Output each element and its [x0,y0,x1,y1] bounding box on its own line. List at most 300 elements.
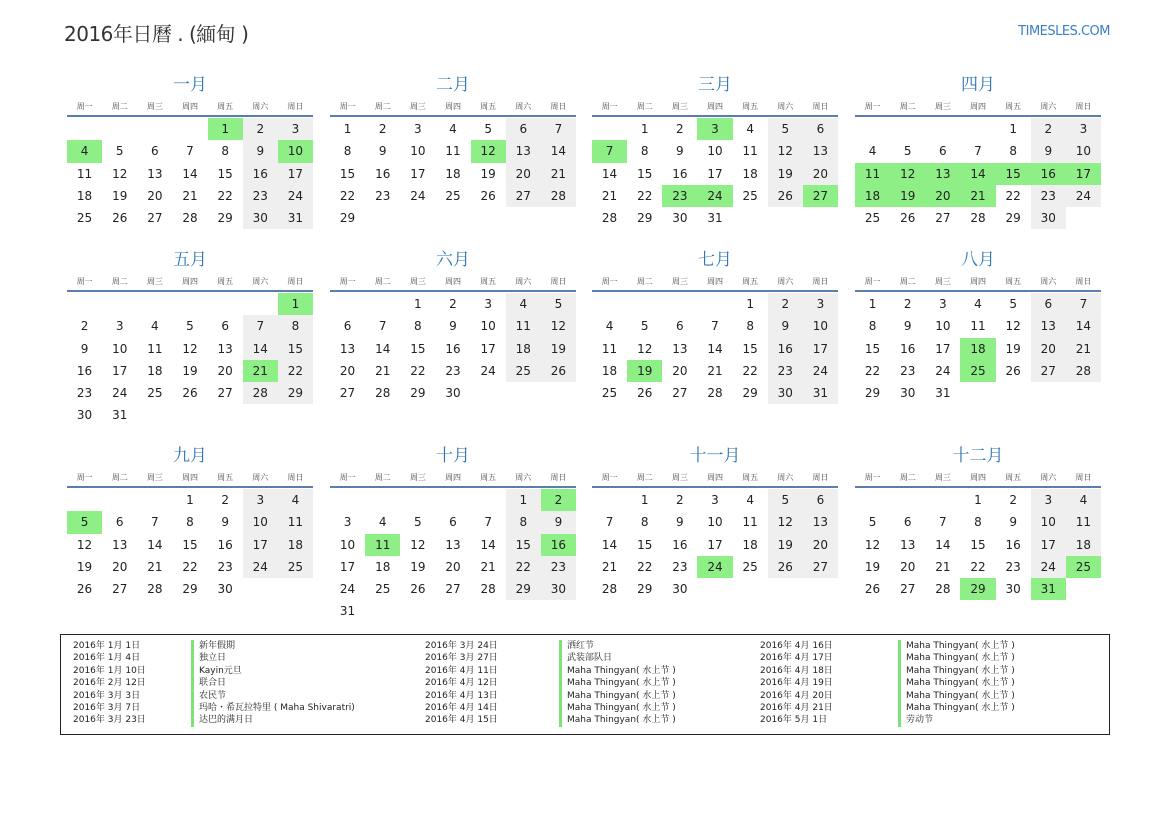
day-cell[interactable]: 14 [541,140,576,162]
day-cell[interactable]: 23 [445,363,461,378]
day-cell[interactable]: 16 [445,341,461,356]
day-cell[interactable]: 15 [278,338,313,360]
day-cell[interactable]: 25 [445,188,461,203]
day-cell[interactable]: 11 [970,319,986,334]
day-cell[interactable]: 1 [343,122,352,136]
day-cell[interactable]: 18 [278,534,313,556]
day-cell[interactable]: 23 [768,360,803,382]
holiday-day-cell[interactable]: 29 [960,578,995,600]
day-cell[interactable]: 26 [182,386,198,401]
day-cell[interactable]: 26 [768,185,803,207]
day-cell[interactable]: 8 [640,515,649,530]
day-cell[interactable]: 13 [1031,315,1066,337]
day-cell[interactable]: 20 [900,559,916,574]
day-cell[interactable]: 14 [935,537,951,552]
day-cell[interactable]: 9 [243,140,278,162]
day-cell[interactable]: 12 [768,140,803,162]
day-cell[interactable]: 26 [410,582,426,597]
day-cell[interactable]: 25 [601,386,618,401]
day-cell[interactable]: 10 [803,315,838,337]
day-cell[interactable]: 7 [151,515,159,530]
day-cell[interactable]: 17 [112,363,128,378]
day-cell[interactable]: 23 [243,185,278,207]
day-cell[interactable]: 26 [900,211,916,226]
day-cell[interactable]: 16 [672,166,688,181]
day-cell[interactable]: 5 [903,144,912,159]
day-cell[interactable]: 16 [768,338,803,360]
day-cell[interactable]: 27 [112,582,128,597]
day-cell[interactable]: 28 [1066,360,1101,382]
day-cell[interactable]: 3 [939,297,947,311]
day-cell[interactable]: 20 [803,534,838,556]
day-cell[interactable]: 29 [339,211,356,226]
day-cell[interactable]: 2 [378,122,387,136]
day-cell[interactable]: 18 [445,166,461,181]
day-cell[interactable]: 12 [1005,319,1021,334]
day-cell[interactable]: 18 [506,338,541,360]
day-cell[interactable]: 28 [147,582,163,597]
day-cell[interactable]: 29 [1005,211,1021,226]
day-cell[interactable]: 29 [217,211,233,226]
day-cell[interactable]: 20 [445,559,461,574]
day-cell[interactable]: 22 [339,188,356,203]
day-cell[interactable]: 26 [768,556,803,578]
day-cell[interactable]: 20 [147,188,163,203]
day-cell[interactable]: 9 [903,319,912,334]
day-cell[interactable]: 28 [182,211,198,226]
day-cell[interactable]: 7 [186,144,194,159]
holiday-day-cell[interactable]: 11 [855,163,890,185]
day-cell[interactable]: 5 [414,515,422,530]
day-cell[interactable]: 28 [601,211,618,226]
day-cell[interactable]: 30 [900,386,916,401]
day-cell[interactable]: 1 [186,493,194,507]
holiday-day-cell[interactable]: 11 [365,534,400,556]
day-cell[interactable]: 19 [410,559,426,574]
day-cell[interactable]: 18 [1066,534,1101,556]
day-cell[interactable]: 28 [935,582,951,597]
day-cell[interactable]: 16 [217,537,233,552]
day-cell[interactable]: 4 [605,319,614,334]
holiday-day-cell[interactable]: 13 [925,163,960,185]
day-cell[interactable]: 7 [605,515,614,530]
day-cell[interactable]: 29 [506,578,541,600]
day-cell[interactable]: 20 [506,163,541,185]
day-cell[interactable]: 6 [449,515,457,530]
day-cell[interactable]: 7 [974,144,982,159]
day-cell[interactable]: 19 [768,534,803,556]
day-cell[interactable]: 12 [112,166,128,181]
day-cell[interactable]: 19 [541,338,576,360]
day-cell[interactable]: 12 [182,341,198,356]
day-cell[interactable]: 7 [378,319,387,334]
day-cell[interactable]: 1 [974,493,982,507]
day-cell[interactable]: 26 [76,582,93,597]
day-cell[interactable]: 12 [76,537,93,552]
day-cell[interactable]: 19 [864,559,881,574]
holiday-day-cell[interactable]: 10 [278,140,313,162]
day-cell[interactable]: 15 [637,166,653,181]
holiday-day-cell[interactable]: 31 [1031,578,1066,600]
day-cell[interactable]: 23 [375,188,391,203]
day-cell[interactable]: 19 [1005,341,1021,356]
day-cell[interactable]: 24 [112,386,128,401]
day-cell[interactable]: 11 [278,511,313,533]
day-cell[interactable]: 21 [182,188,198,203]
day-cell[interactable]: 18 [742,166,758,181]
day-cell[interactable]: 24 [278,185,313,207]
day-cell[interactable]: 3 [278,118,313,140]
day-cell[interactable]: 18 [601,363,618,378]
day-cell[interactable]: 21 [147,559,163,574]
day-cell[interactable]: 1 [1009,122,1017,136]
day-cell[interactable]: 5 [484,122,492,136]
day-cell[interactable]: 2 [243,118,278,140]
day-cell[interactable]: 5 [186,319,194,334]
day-cell[interactable]: 13 [112,537,128,552]
day-cell[interactable]: 16 [900,341,916,356]
day-cell[interactable]: 27 [900,582,916,597]
day-cell[interactable]: 21 [601,188,618,203]
day-cell[interactable]: 5 [768,489,803,511]
day-cell[interactable]: 8 [278,315,313,337]
day-cell[interactable]: 30 [445,386,461,401]
day-cell[interactable]: 15 [410,341,426,356]
day-cell[interactable]: 4 [746,122,754,136]
holiday-day-cell[interactable]: 15 [996,163,1031,185]
day-cell[interactable]: 11 [76,166,93,181]
day-cell[interactable]: 21 [601,559,618,574]
day-cell[interactable]: 3 [711,493,719,507]
day-cell[interactable]: 16 [375,166,391,181]
holiday-day-cell[interactable]: 25 [1066,556,1101,578]
day-cell[interactable]: 6 [803,118,838,140]
day-cell[interactable]: 14 [480,537,496,552]
day-cell[interactable]: 8 [1009,144,1017,159]
day-cell[interactable]: 11 [506,315,541,337]
day-cell[interactable]: 8 [221,144,229,159]
day-cell[interactable]: 11 [1066,511,1101,533]
day-cell[interactable]: 23 [217,559,233,574]
day-cell[interactable]: 30 [672,582,688,597]
day-cell[interactable]: 6 [803,489,838,511]
day-cell[interactable]: 27 [217,386,233,401]
day-cell[interactable]: 31 [803,382,838,404]
day-cell[interactable]: 10 [410,144,426,159]
day-cell[interactable]: 2 [80,319,89,334]
day-cell[interactable]: 21 [480,559,496,574]
day-cell[interactable]: 9 [1031,140,1066,162]
day-cell[interactable]: 2 [1009,493,1017,507]
day-cell[interactable]: 3 [1066,118,1101,140]
day-cell[interactable]: 20 [672,363,688,378]
day-cell[interactable]: 24 [1031,556,1066,578]
day-cell[interactable]: 25 [278,556,313,578]
day-cell[interactable]: 28 [480,582,496,597]
day-cell[interactable]: 20 [112,559,128,574]
day-cell[interactable]: 24 [410,188,426,203]
day-cell[interactable]: 23 [900,363,916,378]
day-cell[interactable]: 6 [221,319,229,334]
day-cell[interactable]: 25 [375,582,391,597]
day-cell[interactable]: 22 [637,188,653,203]
day-cell[interactable]: 14 [243,338,278,360]
holiday-day-cell[interactable]: 16 [1031,163,1066,185]
day-cell[interactable]: 2 [449,297,457,311]
holiday-day-cell[interactable]: 2 [541,489,576,511]
holiday-day-cell[interactable]: 21 [960,185,995,207]
day-cell[interactable]: 13 [339,341,356,356]
day-cell[interactable]: 8 [746,319,754,334]
day-cell[interactable]: 4 [746,493,754,507]
day-cell[interactable]: 24 [339,582,356,597]
day-cell[interactable]: 4 [378,515,387,530]
holiday-day-cell[interactable]: 23 [662,185,697,207]
day-cell[interactable]: 29 [637,582,653,597]
day-cell[interactable]: 4 [449,122,457,136]
holiday-day-cell[interactable]: 16 [541,534,576,556]
day-cell[interactable]: 8 [186,515,194,530]
day-cell[interactable]: 9 [676,144,684,159]
day-cell[interactable]: 1 [414,297,422,311]
day-cell[interactable]: 23 [76,386,93,401]
day-cell[interactable]: 30 [672,211,688,226]
day-cell[interactable]: 1 [868,297,877,311]
day-cell[interactable]: 22 [742,363,758,378]
day-cell[interactable]: 29 [637,211,653,226]
day-cell[interactable]: 28 [601,582,618,597]
day-cell[interactable]: 24 [480,363,496,378]
day-cell[interactable]: 14 [182,166,198,181]
day-cell[interactable]: 20 [1031,338,1066,360]
day-cell[interactable]: 2 [768,293,803,315]
day-cell[interactable]: 20 [339,363,356,378]
day-cell[interactable]: 15 [182,537,198,552]
day-cell[interactable]: 12 [541,315,576,337]
day-cell[interactable]: 13 [803,140,838,162]
day-cell[interactable]: 14 [707,341,723,356]
day-cell[interactable]: 5 [1009,297,1017,311]
day-cell[interactable]: 21 [707,363,723,378]
day-cell[interactable]: 29 [182,582,198,597]
holiday-day-cell[interactable]: 1 [278,293,313,315]
day-cell[interactable]: 24 [1066,185,1101,207]
day-cell[interactable]: 22 [278,360,313,382]
day-cell[interactable]: 20 [803,163,838,185]
day-cell[interactable]: 2 [221,493,229,507]
day-cell[interactable]: 5 [640,319,649,334]
holiday-day-cell[interactable]: 19 [627,360,662,382]
day-cell[interactable]: 18 [742,537,758,552]
day-cell[interactable]: 1 [506,489,541,511]
day-cell[interactable]: 11 [445,144,461,159]
day-cell[interactable]: 7 [1066,293,1101,315]
day-cell[interactable]: 17 [339,559,356,574]
day-cell[interactable]: 17 [935,341,951,356]
day-cell[interactable]: 30 [76,408,93,423]
day-cell[interactable]: 9 [541,511,576,533]
day-cell[interactable]: 23 [1031,185,1066,207]
day-cell[interactable]: 22 [864,363,881,378]
day-cell[interactable]: 4 [974,297,982,311]
day-cell[interactable]: 31 [278,207,313,229]
day-cell[interactable]: 8 [640,144,649,159]
day-cell[interactable]: 17 [803,338,838,360]
day-cell[interactable]: 15 [864,341,881,356]
day-cell[interactable]: 2 [676,493,684,507]
day-cell[interactable]: 13 [445,537,461,552]
day-cell[interactable]: 19 [76,559,93,574]
day-cell[interactable]: 2 [903,297,912,311]
day-cell[interactable]: 27 [672,386,688,401]
day-cell[interactable]: 18 [147,363,163,378]
day-cell[interactable]: 24 [935,363,951,378]
day-cell[interactable]: 4 [151,319,159,334]
day-cell[interactable]: 30 [1005,582,1021,597]
day-cell[interactable]: 31 [935,386,951,401]
day-cell[interactable]: 3 [1031,489,1066,511]
day-cell[interactable]: 12 [864,537,881,552]
day-cell[interactable]: 8 [343,144,352,159]
day-cell[interactable]: 27 [1031,360,1066,382]
day-cell[interactable]: 11 [601,341,618,356]
day-cell[interactable]: 27 [147,211,163,226]
day-cell[interactable]: 9 [449,319,457,334]
day-cell[interactable]: 12 [410,537,426,552]
day-cell[interactable]: 11 [742,144,758,159]
holiday-day-cell[interactable]: 5 [67,511,102,533]
day-cell[interactable]: 22 [506,556,541,578]
day-cell[interactable]: 15 [970,537,986,552]
holiday-day-cell[interactable]: 20 [925,185,960,207]
day-cell[interactable]: 17 [410,166,426,181]
holiday-day-cell[interactable]: 4 [67,140,102,162]
day-cell[interactable]: 17 [278,163,313,185]
day-cell[interactable]: 17 [707,166,723,181]
holiday-day-cell[interactable]: 19 [890,185,925,207]
holiday-day-cell[interactable]: 1 [208,118,243,140]
day-cell[interactable]: 1 [640,493,649,507]
day-cell[interactable]: 30 [541,578,576,600]
day-cell[interactable]: 30 [217,582,233,597]
day-cell[interactable]: 9 [1009,515,1017,530]
day-cell[interactable]: 30 [243,207,278,229]
day-cell[interactable]: 26 [864,582,881,597]
day-cell[interactable]: 23 [1005,559,1021,574]
day-cell[interactable]: 27 [445,582,461,597]
day-cell[interactable]: 8 [414,319,422,334]
day-cell[interactable]: 25 [742,188,758,203]
day-cell[interactable]: 19 [182,363,198,378]
day-cell[interactable]: 9 [768,315,803,337]
day-cell[interactable]: 14 [1066,315,1101,337]
day-cell[interactable]: 22 [970,559,986,574]
day-cell[interactable]: 7 [484,515,492,530]
day-cell[interactable]: 6 [1031,293,1066,315]
day-cell[interactable]: 10 [339,537,356,552]
day-cell[interactable]: 15 [506,534,541,556]
day-cell[interactable]: 22 [410,363,426,378]
holiday-day-cell[interactable]: 27 [803,185,838,207]
day-cell[interactable]: 28 [375,386,391,401]
holiday-day-cell[interactable]: 24 [697,556,732,578]
day-cell[interactable]: 5 [768,118,803,140]
day-cell[interactable]: 15 [742,341,758,356]
day-cell[interactable]: 10 [1066,140,1101,162]
day-cell[interactable]: 10 [112,341,128,356]
day-cell[interactable]: 29 [278,382,313,404]
day-cell[interactable]: 10 [1031,511,1066,533]
day-cell[interactable]: 14 [601,537,618,552]
day-cell[interactable]: 26 [1005,363,1021,378]
holiday-day-cell[interactable]: 18 [855,185,890,207]
day-cell[interactable]: 10 [243,511,278,533]
day-cell[interactable]: 18 [375,559,391,574]
day-cell[interactable]: 16 [1005,537,1021,552]
day-cell[interactable]: 7 [243,315,278,337]
day-cell[interactable]: 19 [768,163,803,185]
day-cell[interactable]: 12 [768,511,803,533]
day-cell[interactable]: 19 [112,188,128,203]
day-cell[interactable]: 13 [900,537,916,552]
day-cell[interactable]: 26 [637,386,653,401]
day-cell[interactable]: 23 [672,559,688,574]
day-cell[interactable]: 8 [868,319,877,334]
day-cell[interactable]: 25 [76,211,93,226]
holiday-day-cell[interactable]: 21 [243,360,278,382]
day-cell[interactable]: 6 [506,118,541,140]
day-cell[interactable]: 3 [343,515,352,530]
day-cell[interactable]: 15 [217,166,233,181]
holiday-day-cell[interactable]: 25 [960,360,995,382]
day-cell[interactable]: 6 [939,144,947,159]
day-cell[interactable]: 3 [414,122,422,136]
day-cell[interactable]: 23 [541,556,576,578]
day-cell[interactable]: 4 [1066,489,1101,511]
day-cell[interactable]: 31 [339,604,356,619]
day-cell[interactable]: 13 [506,140,541,162]
holiday-day-cell[interactable]: 14 [960,163,995,185]
day-cell[interactable]: 7 [541,118,576,140]
day-cell[interactable]: 25 [864,211,881,226]
day-cell[interactable]: 4 [506,293,541,315]
day-cell[interactable]: 27 [803,556,838,578]
day-cell[interactable]: 25 [742,559,758,574]
day-cell[interactable]: 16 [672,537,688,552]
day-cell[interactable]: 2 [676,122,684,136]
day-cell[interactable]: 13 [217,341,233,356]
day-cell[interactable]: 14 [601,166,618,181]
day-cell[interactable]: 24 [803,360,838,382]
day-cell[interactable]: 31 [112,408,128,423]
day-cell[interactable]: 5 [115,144,124,159]
day-cell[interactable]: 21 [935,559,951,574]
day-cell[interactable]: 6 [343,319,352,334]
day-cell[interactable]: 3 [115,319,124,334]
day-cell[interactable]: 13 [147,166,163,181]
day-cell[interactable]: 26 [112,211,128,226]
day-cell[interactable]: 28 [970,211,986,226]
day-cell[interactable]: 22 [217,188,233,203]
day-cell[interactable]: 4 [278,489,313,511]
day-cell[interactable]: 30 [768,382,803,404]
day-cell[interactable]: 27 [339,386,356,401]
holiday-day-cell[interactable]: 3 [697,118,732,140]
day-cell[interactable]: 25 [147,386,163,401]
day-cell[interactable]: 1 [640,122,649,136]
day-cell[interactable]: 6 [903,515,912,530]
day-cell[interactable]: 12 [637,341,653,356]
